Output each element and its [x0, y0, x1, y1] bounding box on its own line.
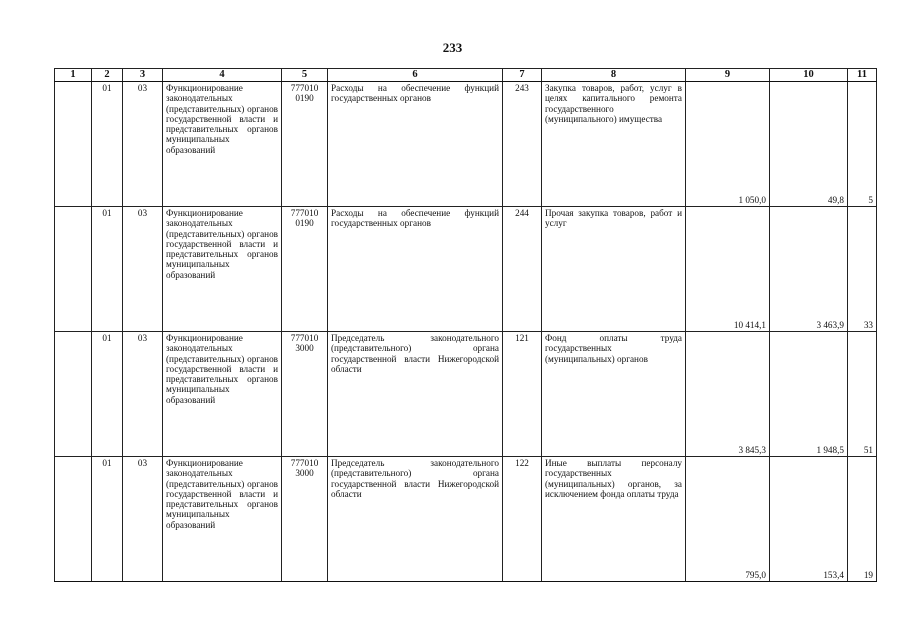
- cell-actual-amount: 3 463,9: [770, 207, 848, 332]
- cell-subsection: 03: [123, 457, 163, 582]
- cell-expense-type: 121: [503, 332, 542, 457]
- cell-expense-name: Иные выплаты персоналу государственных (муниципальных) органов, за исключением фонда оплаты труда: [542, 457, 686, 582]
- header-cell-7: 7: [503, 69, 542, 82]
- cell-target-name: Расходы на обеспечение функций государственных органов: [328, 82, 503, 207]
- cell-target-code: 777010 3000: [282, 457, 328, 582]
- cell-expense-type: 244: [503, 207, 542, 332]
- header-cell-8: 8: [542, 69, 686, 82]
- cell-section-name: Функционирование законодательных (представительных) органов государственной власти и представительных органов муниципальных образований: [163, 457, 282, 582]
- cell-plan-amount: 1 050,0: [686, 82, 770, 207]
- cell-percent: 5: [848, 82, 877, 207]
- cell-col1: [55, 457, 92, 582]
- cell-target-name: Расходы на обеспечение функций государственных органов: [328, 207, 503, 332]
- cell-actual-amount: 49,8: [770, 82, 848, 207]
- cell-plan-amount: 3 845,3: [686, 332, 770, 457]
- header-cell-5: 5: [282, 69, 328, 82]
- header-cell-2: 2: [92, 69, 123, 82]
- page-number: 233: [442, 40, 463, 55]
- cell-subsection: 03: [123, 207, 163, 332]
- cell-actual-amount: 153,4: [770, 457, 848, 582]
- header-cell-11: 11: [848, 69, 877, 82]
- cell-expense-name: Закупка товаров, работ, услуг в целях капитального ремонта государственного (муниципального) имущества: [542, 82, 686, 207]
- header-cell-9: 9: [686, 69, 770, 82]
- cell-section-name: Функционирование законодательных (представительных) органов государственной власти и представительных органов муниципальных образований: [163, 82, 282, 207]
- cell-target-code: 777010 0190: [282, 82, 328, 207]
- cell-col1: [55, 82, 92, 207]
- cell-col1: [55, 332, 92, 457]
- table-row: [55, 332, 877, 457]
- cell-plan-amount: 10 414,1: [686, 207, 770, 332]
- cell-col1: [55, 207, 92, 332]
- header-row: [55, 69, 877, 82]
- header-cell-6: 6: [328, 69, 503, 82]
- cell-percent: 19: [848, 457, 877, 582]
- cell-percent: 33: [848, 207, 877, 332]
- cell-section: 01: [92, 332, 123, 457]
- cell-target-name: Председатель законодательного (представительного) органа государственной власти Нижегородской области: [328, 457, 503, 582]
- cell-expense-name: Фонд оплаты труда государственных (муниципальных) органов: [542, 332, 686, 457]
- table-row: [55, 82, 877, 207]
- cell-plan-amount: 795,0: [686, 457, 770, 582]
- cell-section: 01: [92, 457, 123, 582]
- cell-actual-amount: 1 948,5: [770, 332, 848, 457]
- header-cell-3: 3: [123, 69, 163, 82]
- cell-target-code: 777010 3000: [282, 332, 328, 457]
- cell-section-name: Функционирование законодательных (представительных) органов государственной власти и представительных органов муниципальных образований: [163, 332, 282, 457]
- cell-section: 01: [92, 82, 123, 207]
- cell-expense-type: 243: [503, 82, 542, 207]
- header-cell-4: 4: [163, 69, 282, 82]
- cell-subsection: 03: [123, 82, 163, 207]
- cell-expense-type: 122: [503, 457, 542, 582]
- header-cell-10: 10: [770, 69, 848, 82]
- cell-target-name: Председатель законодательного (представительного) органа государственной власти Нижегородской области: [328, 332, 503, 457]
- budget-table: [54, 68, 877, 582]
- cell-section-name: Функционирование законодательных (представительных) органов государственной власти и представительных органов муниципальных образований: [163, 207, 282, 332]
- cell-target-code: 777010 0190: [282, 207, 328, 332]
- table-row: [55, 207, 877, 332]
- cell-section: 01: [92, 207, 123, 332]
- header-cell-1: 1: [55, 69, 92, 82]
- cell-percent: 51: [848, 332, 877, 457]
- table-row: [55, 457, 877, 582]
- cell-expense-name: Прочая закупка товаров, работ и услуг: [542, 207, 686, 332]
- cell-subsection: 03: [123, 332, 163, 457]
